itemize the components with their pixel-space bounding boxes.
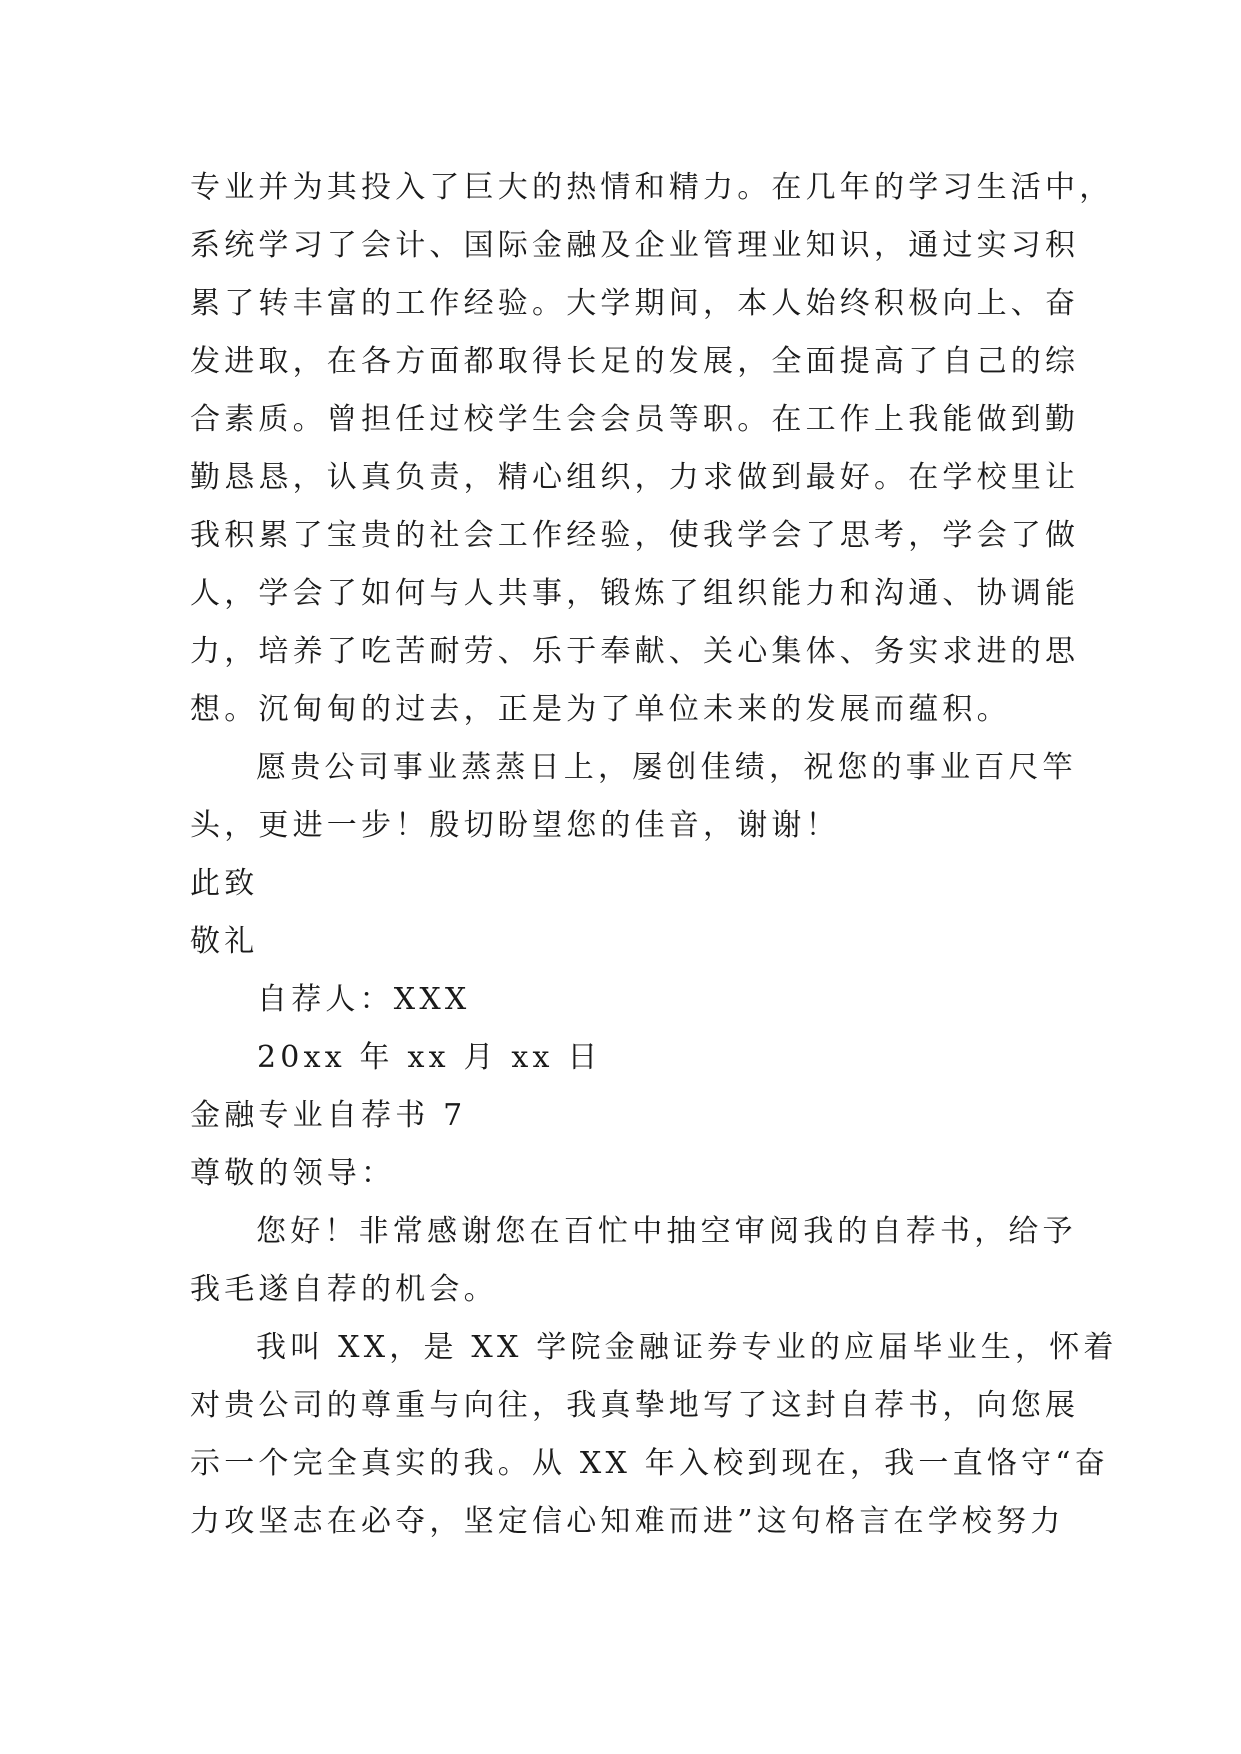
- body-line-2: 对贵公司的尊重与向往，我真挚地写了这封自荐书，向您展: [190, 1388, 1080, 1423]
- paragraph-line-9: 力，培养了吃苦耐劳、乐于奉献、关心集体、务实求进的思: [190, 634, 1080, 669]
- closing-wish-line-1: 愿贵公司事业蒸蒸日上，屡创佳绩，祝您的事业百尺竿: [256, 750, 1077, 785]
- greeting: 尊敬的领导：: [190, 1156, 396, 1191]
- salutation-cizhi: 此致: [190, 866, 259, 901]
- paragraph-line-1: 专业并为其投入了巨大的热情和精力。在几年的学习生活中，: [190, 170, 1114, 205]
- paragraph-line-4: 发进取，在各方面都取得长足的发展，全面提高了自己的综: [190, 344, 1080, 379]
- intro-line-2: 我毛遂自荐的机会。: [190, 1272, 498, 1307]
- paragraph-line-2: 系统学习了会计、国际金融及企业管理业知识，通过实习积: [190, 228, 1080, 263]
- signature-name: 自荐人：XXX: [257, 982, 471, 1017]
- body-line-3: 示一个完全真实的我。从 XX 年入校到现在，我一直恪守“奋: [190, 1446, 1109, 1481]
- closing-wish-line-2: 头，更进一步！殷切盼望您的佳音，谢谢！: [190, 808, 840, 843]
- body-line-4: 力攻坚志在必夺，坚定信心知难而进”这句格言在学校努力: [190, 1504, 1065, 1539]
- salutation-jingli: 敬礼: [190, 924, 259, 959]
- paragraph-line-3: 累了转丰富的工作经验。大学期间，本人始终积极向上、奋: [190, 286, 1080, 321]
- paragraph-line-10: 想。沉甸甸的过去，正是为了单位未来的发展而蕴积。: [190, 692, 1011, 727]
- intro-line-1: 您好！非常感谢您在百忙中抽空审阅我的自荐书，给予: [256, 1214, 1077, 1249]
- signature-date: 20xx 年 xx 月 xx 日: [257, 1040, 602, 1075]
- paragraph-line-8: 人，学会了如何与人共事，锻炼了组织能力和沟通、协调能: [190, 576, 1080, 611]
- paragraph-line-7: 我积累了宝贵的社会工作经验，使我学会了思考，学会了做: [190, 518, 1080, 553]
- body-line-1: 我叫 XX，是 XX 学院金融证券专业的应届毕业生，怀着: [256, 1330, 1118, 1365]
- section-title: 金融专业自荐书 7: [190, 1098, 467, 1133]
- paragraph-line-5: 合素质。曾担任过校学生会会员等职。在工作上我能做到勤: [190, 402, 1080, 437]
- paragraph-line-6: 勤恳恳，认真负责，精心组织，力求做到最好。在学校里让: [190, 460, 1080, 495]
